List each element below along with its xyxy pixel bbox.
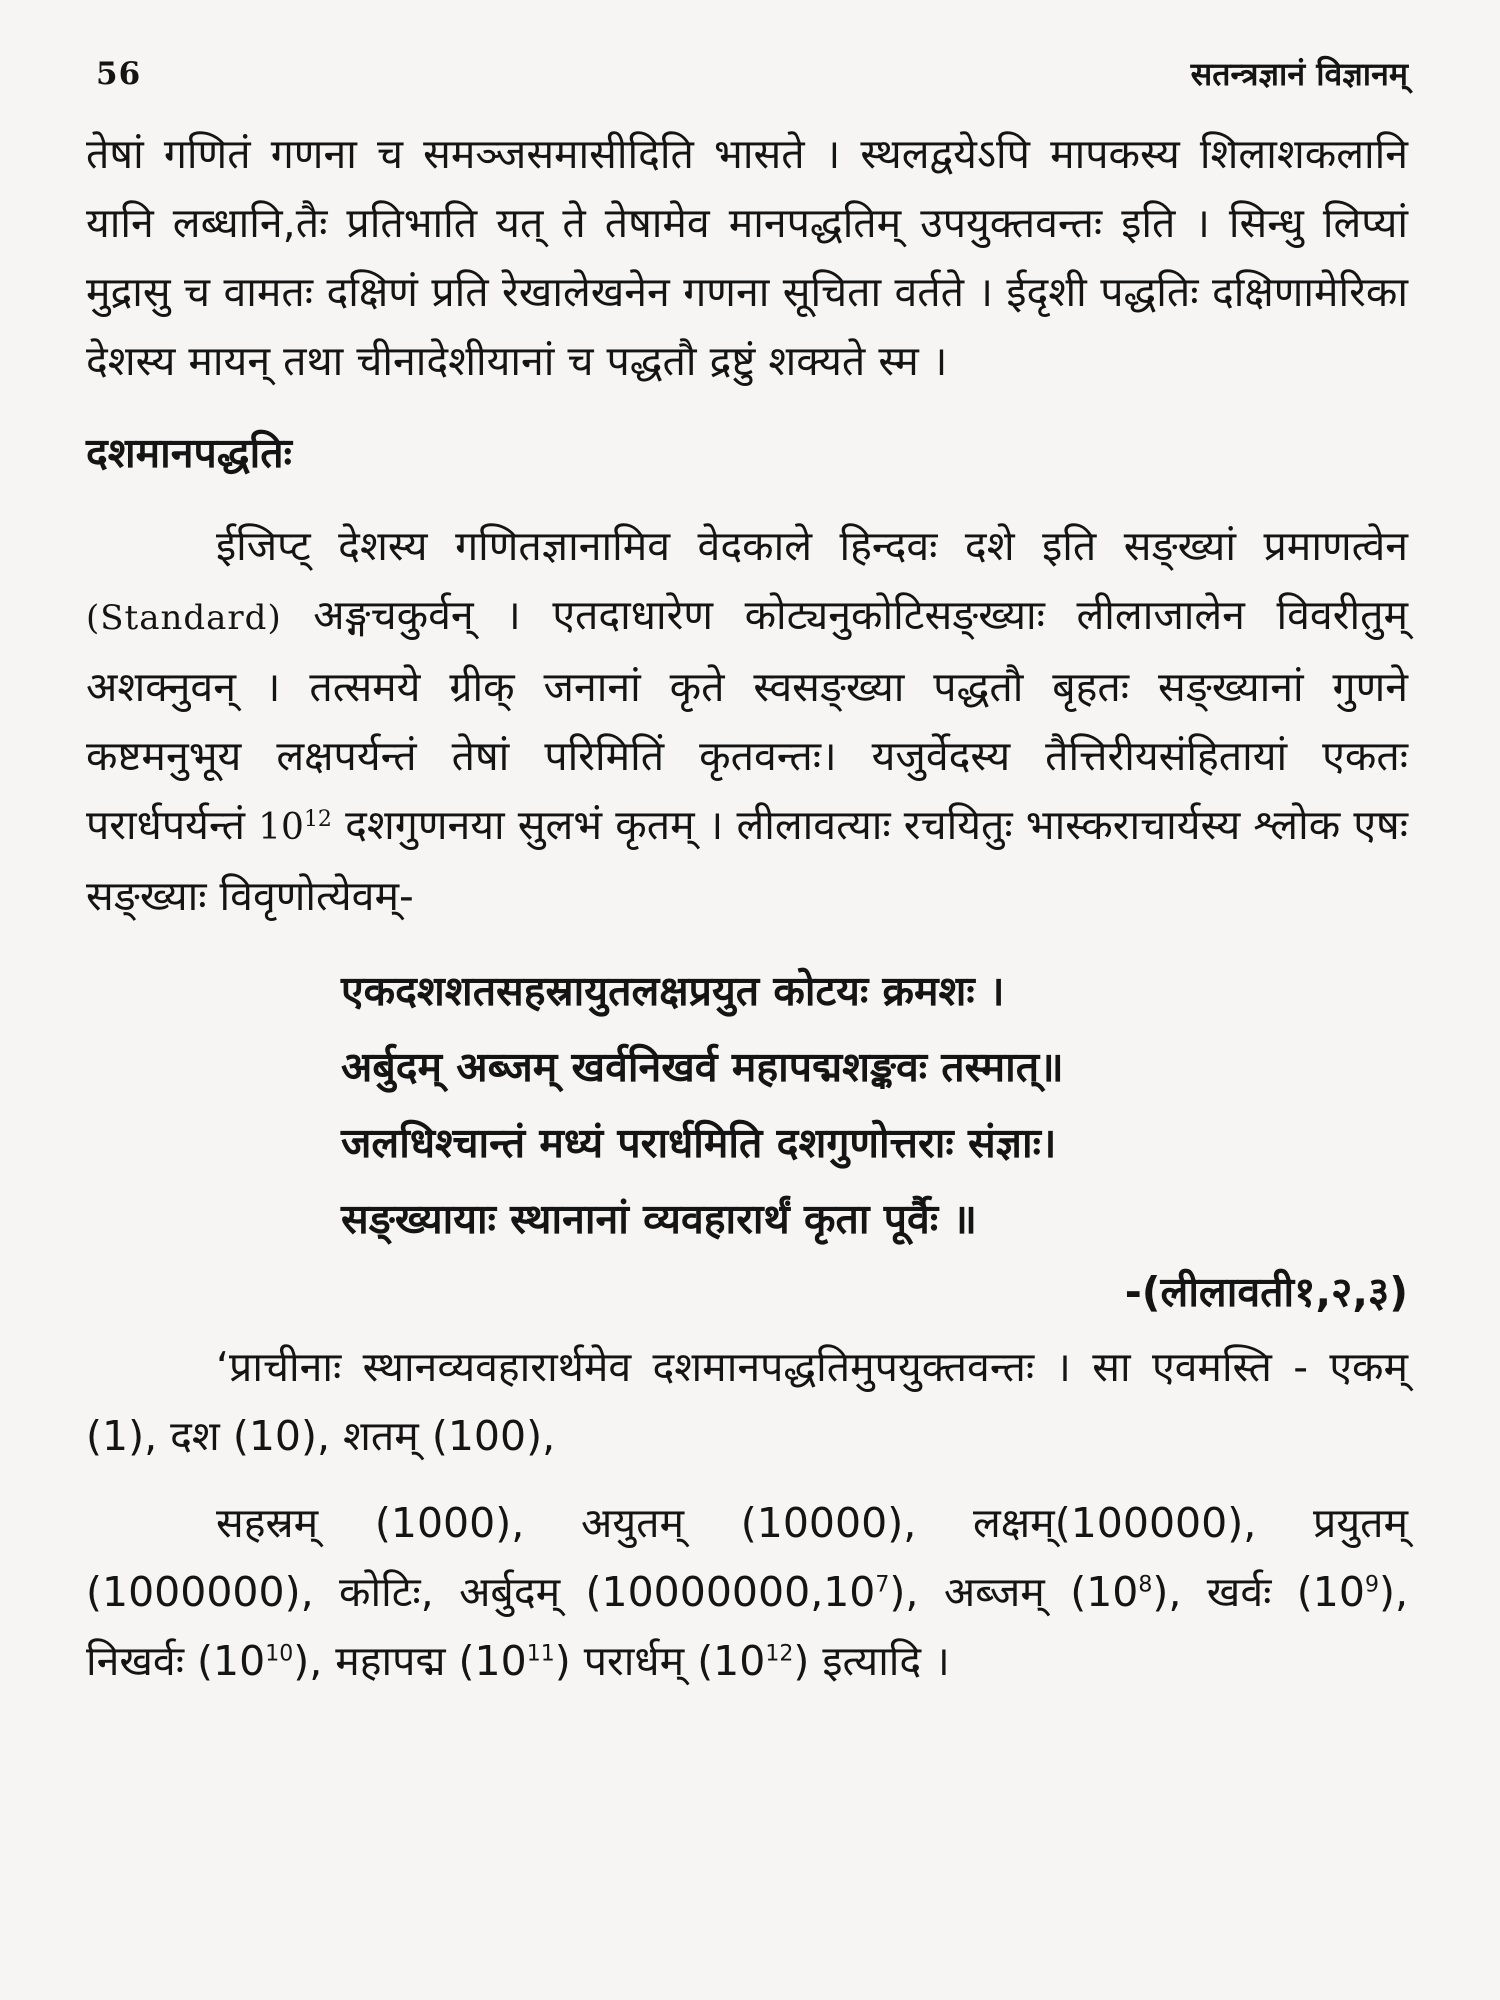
power-expression xyxy=(258,807,332,848)
paragraph-place-values: ‘प्राचीनाः स्थानव्यवहारार्थमेव दशमानपद्धतिमुपयुक्तवन्तः । सा एवमस्ति - एकम् (1), दश (10), शतम् (100), xyxy=(86,1343,1408,1460)
number-names-part: ), अब्जम् (10 xyxy=(889,1568,1139,1616)
exponent: 11 xyxy=(526,1641,555,1667)
paragraph-decimal-system-part-a: ईजिप्ट् देशस्य गणितज्ञानामिव वेदकाले हिन्दवः दशे इति सङ्ख्यां प्रमाणत्वेन xyxy=(216,522,1408,570)
paragraph-decimal-system xyxy=(86,512,1408,931)
exponent: 7 xyxy=(875,1572,890,1598)
latin-term: (Standard) xyxy=(86,598,282,638)
paragraph-decimal-system-part-b: अङ्गचकुर्वन् । एतदाधारेण कोट्यनुकोटिसङ्ख्याः लीलाजालेन विवरीतुम् अशक्नुवन् । तत्समये ग्रीक् जनानां कृते स्वसङ्ख्या पद्धतौ बृहतः सङ्ख्यानां गुणने कष्टमनुभूय लक्षपर्यन्तं तेषां परिमितिं कृतवन्तः। यजुर्वेदस्य तैत्तिरीयसंहितायां एकतः परार्धपर्यन्तं xyxy=(86,591,1408,849)
verse-citation: -(लीलावती१,२,३) xyxy=(1124,1268,1408,1316)
section-heading: दशमानपद्धतिः xyxy=(86,429,292,477)
paragraph-decimal-system-part-c: दशगुणनया सुलभं कृतम् । लीलावत्याः रचयितुः भास्कराचार्यस्य श्लोक एषः सङ्ख्याः विवृणोत्येवम्- xyxy=(86,801,1408,920)
number-names-part: सहस्रम् (1000), अयुतम् (10000), लक्षम्(100000), प्रयुतम् (1000000), कोटिः, अर्बुदम् (10000000,10 xyxy=(86,1499,1408,1616)
paragraph-number-names xyxy=(86,1489,1408,1696)
exponent: 8 xyxy=(1138,1572,1153,1598)
verse-line: सङ्ख्यायाः स्थानानां व्यवहारार्थं कृता पूर्वैः ॥ xyxy=(341,1195,977,1243)
number-names-part: ) परार्धम् (10 xyxy=(554,1637,766,1685)
verse-line: जलधिश्चान्तं मध्यं परार्धमिति दशगुणोत्तराः संज्ञाः। xyxy=(341,1119,1057,1167)
verse-line: एकदशशतसहस्रायुतलक्षप्रयुत कोटयः क्रमशः । xyxy=(341,967,1005,1015)
exponent: 10 xyxy=(265,1641,294,1667)
paragraph-intro: तेषां गणितं गणना च समञ्जसमासीदिति भासते । स्थलद्वयेऽपि मापकस्य शिलाशकलानि यानि लब्धानि,तैः प्रतिभाति यत् ते तेषामेव मानपद्धतिम् उपयुक्तवन्तः इति । सिन्धु लिप्यां मुद्रासु च वामतः दक्षिणं प्रति रेखालेखनेन गणना सूचिता वर्तते । ईदृशी पद्धतिः दक्षिणामेरिका देशस्य मायन् तथा चीनादेशीयानां च पद्धतौ द्रष्टुं शक्यते स्म । xyxy=(86,130,1408,385)
exponent: 9 xyxy=(1364,1572,1379,1598)
power-base: 10 xyxy=(258,807,304,848)
power-exponent: 12 xyxy=(303,807,332,832)
page-number: 56 xyxy=(96,56,142,92)
verse-block xyxy=(341,953,1408,1257)
running-title: सतन्त्रज्ञानं विज्ञानम् xyxy=(1190,55,1408,93)
exponent: 12 xyxy=(765,1641,794,1667)
verse-line: अर्बुदम् अब्जम् खर्वनिखर्व महापद्मशङ्कवः तस्मात्॥ xyxy=(341,1043,1064,1091)
number-names-part: ), खर्वः (10 xyxy=(1152,1568,1365,1616)
number-names-part: ) इत्यादि । xyxy=(793,1637,950,1685)
running-head xyxy=(86,50,1408,120)
number-names-part: ), निखर्वः (10 xyxy=(86,1568,1408,1685)
number-names-part: ), महापद्म (10 xyxy=(293,1637,527,1685)
